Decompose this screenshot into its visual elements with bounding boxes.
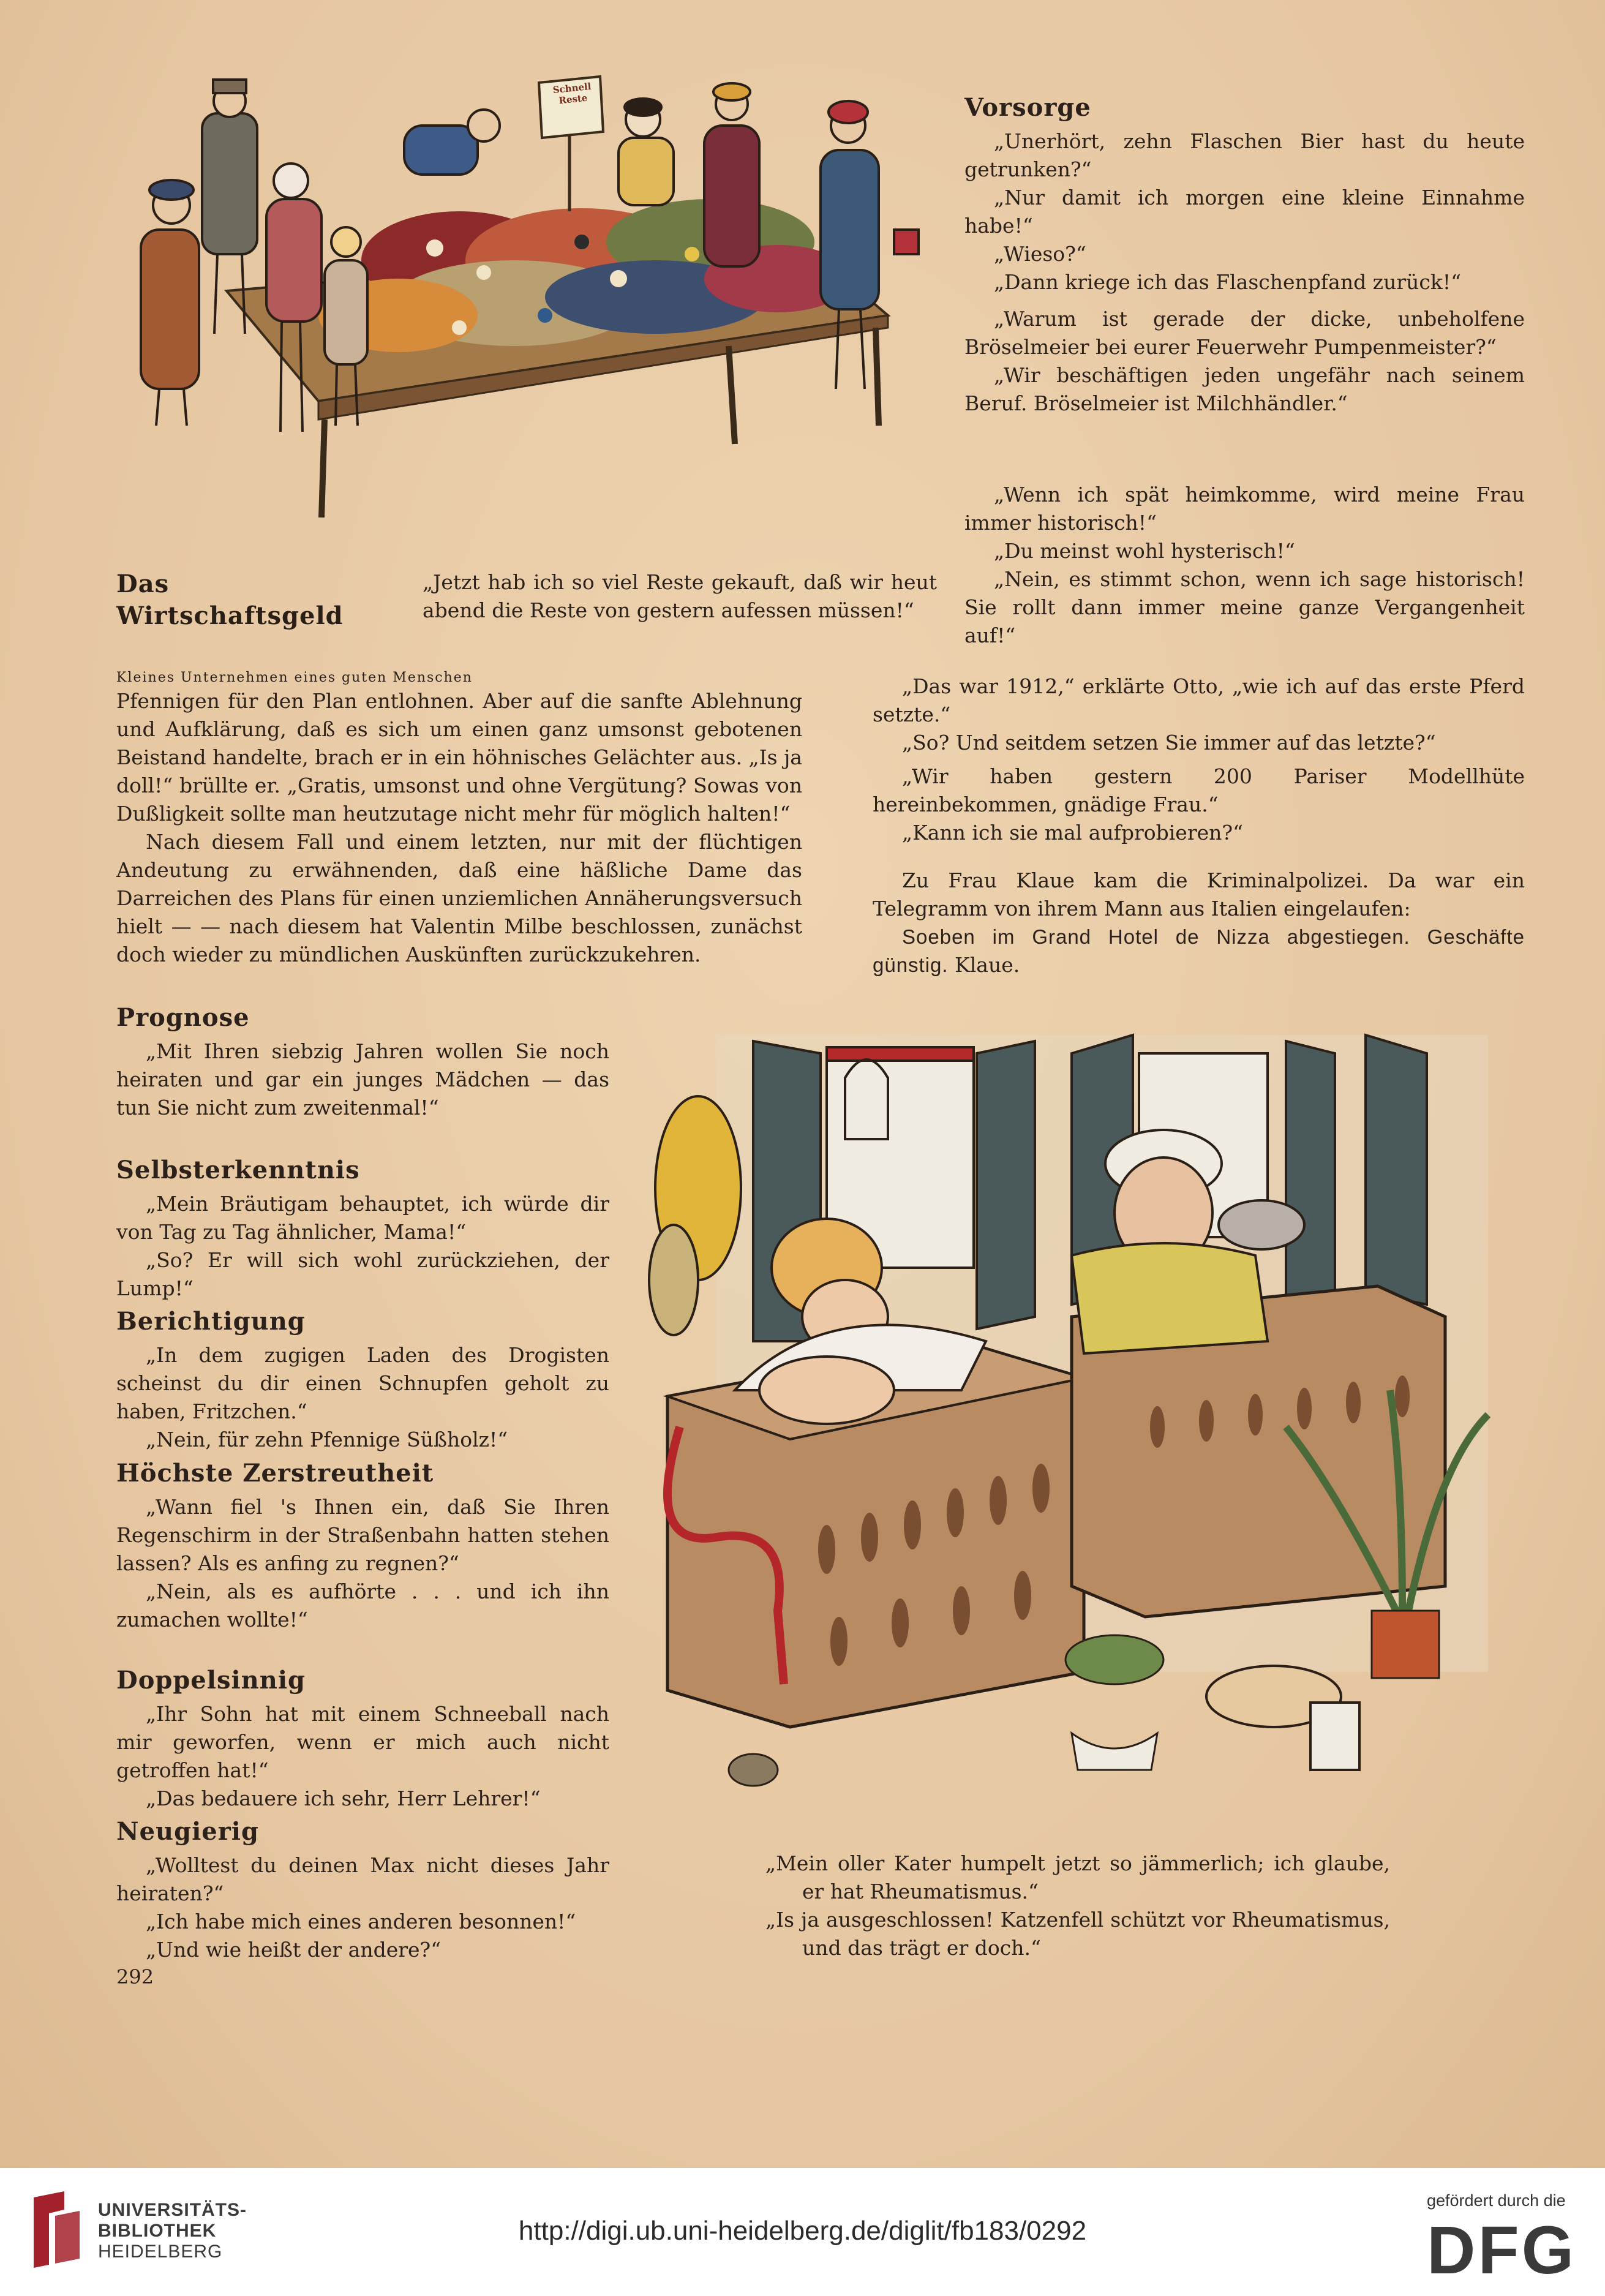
library-name-line: BIBLIOTHEK xyxy=(98,2221,217,2241)
prognose-heading: Prognose xyxy=(116,1003,250,1032)
klaue-paragraph: Zu Frau Klaue kam die Kriminalpolizei. Da war ein Telegramm von ihrem Mann aus Italien eingelaufen: xyxy=(873,868,1525,920)
zerstreutheit-heading: Höchste Zerstreutheit xyxy=(116,1459,434,1488)
klaue-joke xyxy=(873,867,1525,979)
selbsterkenntnis-line: „Mein Bräutigam behauptet, ich würde dir von Tag zu Tag ähnlicher, Mama!“ xyxy=(116,1192,609,1244)
remnant-sale-illustration xyxy=(116,58,925,524)
wirtschaftsgeld-heading: Das Wirtschaftsgeld xyxy=(116,570,344,630)
selbsterkenntnis-section xyxy=(116,1154,609,1303)
unternehmen-kicker: Kleines Unternehmen eines guten Menschen xyxy=(116,670,473,685)
unternehmen-paragraph: Pfennigen für den Plan entlohnen. Aber auf die sanfte Ablehnung und Aufklärung, daß es sich um einen ganz umsonst gebotenen Beistand handelte, brach er in ein höhnisches Gelächter aus. „Is ja doll!“ brüllte er. „Gratis, umsonst und ohne Vergütung? Sowas von Dußligkeit sollte man heutzutage nicht mehr für möglich halten!“ xyxy=(116,689,802,826)
doppelsinnig-section xyxy=(116,1665,609,1813)
neugierig-line: „Ich habe mich eines anderen besonnen!“ xyxy=(146,1910,576,1933)
berichtigung-line: „Nein, für zehn Pfennige Süßholz!“ xyxy=(146,1428,508,1451)
selbsterkenntnis-heading: Selbsterkenntnis xyxy=(116,1156,360,1184)
shopkeepers-illustration xyxy=(643,998,1543,1843)
pferd-line: „Das war 1912,“ erklärte Otto, „wie ich auf das erste Pferd setzte.“ xyxy=(873,674,1525,726)
page-number: 292 xyxy=(116,1965,154,1989)
pumpenmeister-line: „Warum ist gerade der dicke, unbeholfene Bröselmeier bei eurer Feuerwehr Pumpenmeister?“ xyxy=(964,307,1525,359)
sale-sign: Schnell Reste xyxy=(552,80,592,107)
permalink-url[interactable]: http://digi.ub.uni-heidelberg.de/diglit/fb183/0292 xyxy=(518,2216,1087,2246)
vorsorge-line: „Unerhört, zehn Flaschen Bier hast du heute getrunken?“ xyxy=(964,129,1525,181)
pferd-joke xyxy=(873,672,1525,757)
modellhuete-joke xyxy=(873,762,1525,847)
digitization-footer xyxy=(0,2168,1605,2296)
doppelsinnig-line: „Das bedauere ich sehr, Herr Lehrer!“ xyxy=(146,1786,541,1810)
historisch-line: „Du meinst wohl hysterisch!“ xyxy=(994,539,1295,563)
neugierig-line: „Und wie heißt der andere?“ xyxy=(146,1938,442,1962)
pumpenmeister-line: „Wir beschäftigen jeden ungefähr nach seinem Beruf. Bröselmeier ist Milchhändler.“ xyxy=(964,363,1525,415)
neugierig-heading: Neugierig xyxy=(116,1817,259,1846)
berichtigung-heading: Berichtigung xyxy=(116,1307,306,1336)
selbsterkenntnis-line: „So? Er will sich wohl zurückziehen, der Lump!“ xyxy=(116,1248,609,1300)
zerstreutheit-line: „Nein, als es aufhörte . . . und ich ihn zumachen wollte!“ xyxy=(116,1579,609,1632)
klaue-signature: Klaue. xyxy=(955,953,1020,977)
berichtigung-line: „In dem zugigen Laden des Drogisten scheinst du dir einen Schnupfen geholt zu haben, Fritzchen.“ xyxy=(116,1343,609,1423)
library-name-line: HEIDELBERG xyxy=(98,2241,223,2262)
historisch-line: „Wenn ich spät heimkomme, wird meine Frau immer historisch!“ xyxy=(964,483,1525,535)
doppelsinnig-heading: Doppelsinnig xyxy=(116,1666,306,1695)
kater-line: „Is ja ausgeschlossen! Katzenfell schützt vor Rheumatismus, und das trägt er doch.“ xyxy=(765,1908,1390,1960)
vorsorge-section xyxy=(964,92,1525,296)
vorsorge-heading: Vorsorge xyxy=(964,93,1091,122)
klaue-telegram xyxy=(873,923,1525,979)
berichtigung-section xyxy=(116,1306,609,1454)
vorsorge-line: „Dann kriege ich das Flaschenpfand zurück!“ xyxy=(994,270,1461,294)
library-name-line: UNIVERSITÄTS- xyxy=(98,2200,247,2220)
klaue-telegram-text: Soeben im Grand Hotel de Nizza abgestiegen. Geschäfte günstig. xyxy=(873,925,1525,976)
zerstreutheit-line: „Wann fiel 's Ihnen ein, daß Sie Ihren Regenschirm in der Straßenbahn hatten stehen lassen? Als es anfing zu regnen?“ xyxy=(116,1495,609,1575)
unternehmen-section xyxy=(116,669,802,969)
pferd-line: „So? Und seitdem setzen Sie immer auf das letzte?“ xyxy=(902,731,1436,755)
doppelsinnig-line: „Ihr Sohn hat mit einem Schneeball nach mir geworfen, wenn er mich auch nicht getroffen hat!“ xyxy=(116,1702,609,1782)
prognose-line: „Mit Ihren siebzig Jahren wollen Sie noch heiraten und gar ein junges Mädchen — das tun Sie nicht zum zweitenmal!“ xyxy=(116,1039,609,1120)
historisch-line: „Nein, es stimmt schon, wenn ich sage historisch! Sie rollt dann immer meine ganze Vergangenheit auf!“ xyxy=(964,567,1525,647)
zerstreutheit-section xyxy=(116,1458,609,1634)
vorsorge-line: „Wieso?“ xyxy=(994,242,1086,266)
wirtschaftsgeld-caption: „Jetzt hab ich so viel Reste gekauft, daß wir heut abend die Reste von gestern aufessen müssen!“ xyxy=(423,570,937,622)
unternehmen-paragraph: Nach diesem Fall und einem letzten, nur mit der flüchtigen Andeutung zu erwähnenden, daß eine häßliche Dame das Darreichen des Plans für einen unziemlichen Annäherungsversuch hielt — — nach diesem hat Valentin Milbe beschlossen, zunächst doch wieder zu mündlichen Auskünften zurückzukehren. xyxy=(116,830,802,966)
historisch-joke xyxy=(964,481,1525,650)
kater-caption xyxy=(765,1850,1390,1962)
funded-by-label: gefördert durch die xyxy=(1427,2191,1566,2210)
pumpenmeister-joke xyxy=(964,305,1525,418)
kater-line: „Mein oller Kater humpelt jetzt so jämmerlich; ich glaube, er hat Rheumatismus.“ xyxy=(765,1851,1390,1903)
neugierig-line: „Wolltest du deinen Max nicht dieses Jahr heiraten?“ xyxy=(116,1853,609,1905)
modellhuete-line: „Wir haben gestern 200 Pariser Modellhüte hereinbekommen, gnädige Frau.“ xyxy=(873,764,1525,816)
neugierig-section xyxy=(116,1816,609,1964)
vorsorge-line: „Nur damit ich morgen eine kleine Einnahme habe!“ xyxy=(964,186,1525,238)
dfg-logo: DFG xyxy=(1427,2213,1577,2288)
prognose-section xyxy=(116,1002,609,1122)
modellhuete-line: „Kann ich sie mal aufprobieren?“ xyxy=(902,821,1243,845)
